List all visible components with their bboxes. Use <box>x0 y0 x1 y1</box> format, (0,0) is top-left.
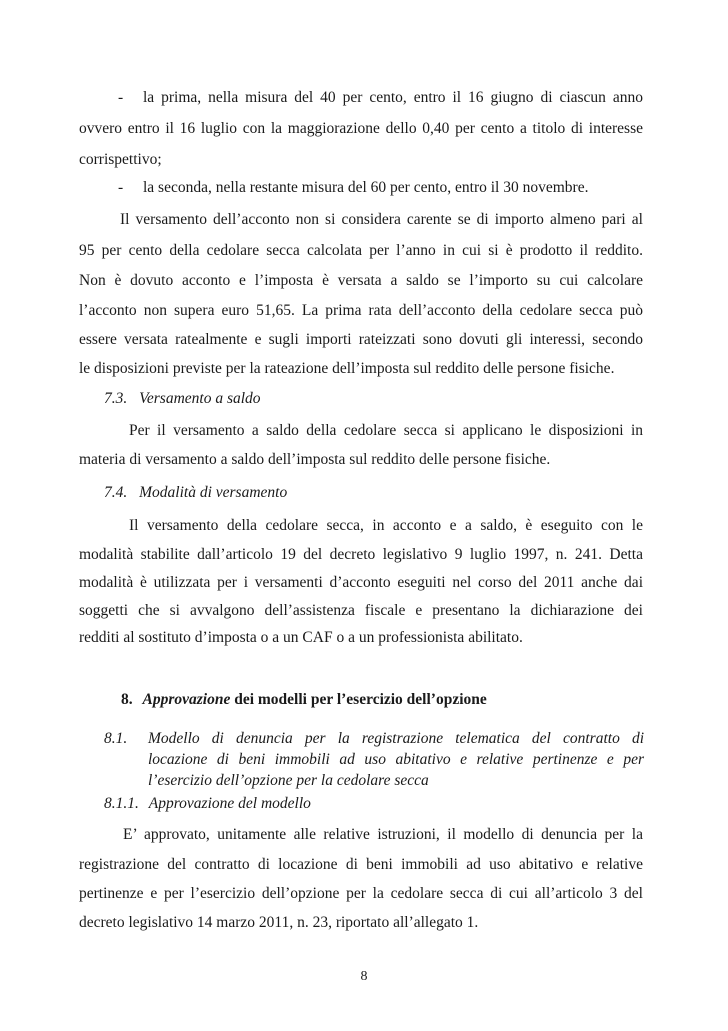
paragraph-line <box>129 421 643 441</box>
section-title: Approvazione del modello <box>148 795 311 812</box>
section-title-line: l’esercizio dell’opzione per la cedolare secca <box>148 772 429 789</box>
paragraph-line: le disposizioni previste per la rateazione dell’imposta sul reddito delle persone fisiche. <box>79 360 615 377</box>
paragraph-line <box>79 241 643 261</box>
paragraph-line <box>79 855 643 875</box>
section-8-1-1-heading <box>104 794 311 814</box>
section-title: dei modelli per l’esercizio dell’opzione <box>234 691 487 708</box>
paragraph-text: pertinenze e per l’esercizio dell’opzione per la cedolare secca di cui all’articolo 3 del <box>79 885 643 902</box>
paragraph-text: 95 per cento della cedolare secca calcolata per l’anno in cui si è prodotto il reddito. <box>79 242 643 259</box>
paragraph-line: redditi al sostituto d’imposta o a un CAF o a un professionista abilitato. <box>79 629 523 646</box>
paragraph-line <box>79 601 643 621</box>
paragraph-text: Il versamento della cedolare secca, in acconto e a saldo, è eseguito con le <box>129 517 643 534</box>
paragraph-line <box>79 573 643 593</box>
bullet-line: la prima, nella misura del 40 per cento, entro il 16 giugno di ciascun anno <box>143 89 643 106</box>
paragraph-line: materia di versamento a saldo dell’imposta sul reddito delle persone fisiche. <box>79 451 551 468</box>
section-number: 7.3. <box>104 390 128 407</box>
section-number: 8.1. <box>104 730 128 747</box>
section-8-1-heading <box>104 728 644 791</box>
paragraph-text: E’ approvato, unitamente alle relative istruzioni, il modello di denuncia per la <box>123 826 643 843</box>
page-number: 8 <box>360 969 368 984</box>
paragraph-text: essere versata ratealmente e sugli importi rateizzati sono dovuti gli interessi, secondo <box>79 331 643 348</box>
paragraph-line <box>79 301 643 321</box>
section-number: 8.1.1. <box>104 795 139 812</box>
paragraph-text: Il versamento dell’acconto non si considera carente se di importo almeno pari al <box>120 211 643 228</box>
bullet-item-2 <box>118 178 643 198</box>
paragraph-line <box>123 825 643 845</box>
bullet-dash: - <box>118 179 124 196</box>
paragraph-line <box>79 271 643 291</box>
section-title: Modalità di versamento <box>139 484 288 501</box>
paragraph-line <box>79 884 643 904</box>
bullet-dash: - <box>118 89 124 106</box>
paragraph-line: decreto legislativo 14 marzo 2011, n. 23, riportato all’allegato 1. <box>79 914 479 931</box>
paragraph-text: Non è dovuto acconto e l’imposta è versata a saldo se l’importo su cui calcolare <box>79 272 643 289</box>
paragraph-line <box>79 545 643 565</box>
bullet-line: corrispettivo; <box>79 151 162 168</box>
bullet-line: la seconda, nella restante misura del 60 per cento, entro il 30 novembre. <box>143 179 589 196</box>
section-title: Versamento a saldo <box>139 390 261 407</box>
section-title-line: locazione di beni immobili ad uso abitativo e relative pertinenze e per <box>148 751 644 768</box>
paragraph-text: modalità è utilizzata per i versamenti d’acconto eseguiti nel corso del 2011 anche dai <box>79 574 643 591</box>
paragraph-text: registrazione del contratto di locazione di beni immobili ad uso abitativo e relative <box>79 856 643 873</box>
section-title <box>148 728 644 791</box>
paragraph-text: soggetti che si avvalgono dell’assistenza fiscale e presentano la dichiarazione dei <box>79 602 643 619</box>
paragraph-text: l’acconto non supera euro 51,65. La prima rata dell’acconto della cedolare secca può <box>79 302 643 319</box>
section-number: 8. <box>121 691 133 708</box>
section-7-4-heading <box>104 483 287 503</box>
section-7-3-heading <box>104 389 261 409</box>
bullet-line <box>79 119 643 139</box>
section-8-heading <box>121 690 487 710</box>
paragraph-line <box>129 516 643 536</box>
section-title-italic: Approvazione <box>142 691 231 708</box>
bullet-line-text: ovvero entro il 16 luglio con la maggiorazione dello 0,40 per cento a titolo di interesse <box>79 120 643 137</box>
paragraph-line <box>120 210 643 230</box>
paragraph-text: Per il versamento a saldo della cedolare secca si applicano le disposizioni in <box>129 422 643 439</box>
paragraph-line <box>79 330 643 350</box>
paragraph-text: modalità stabilite dall’articolo 19 del decreto legislativo 9 luglio 1997, n. 241. Detta <box>79 546 643 563</box>
bullet-item-1 <box>118 88 643 108</box>
section-number: 7.4. <box>104 484 128 501</box>
section-title-line: Modello di denuncia per la registrazione telematica del contratto di <box>148 730 644 747</box>
